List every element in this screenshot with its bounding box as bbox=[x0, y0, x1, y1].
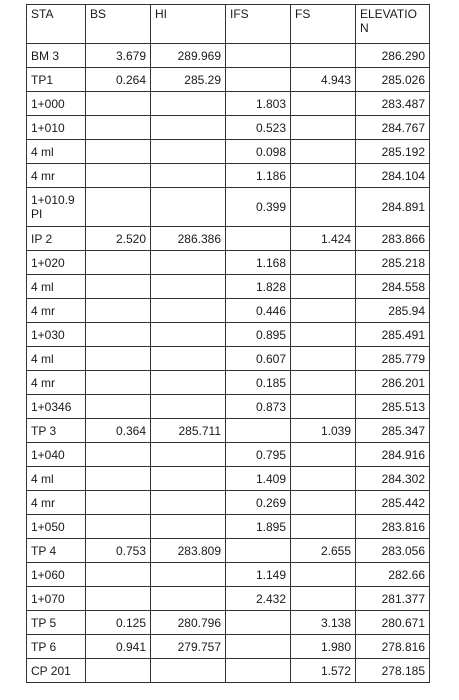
cell-fs bbox=[291, 116, 356, 140]
cell-sta: 4 ml bbox=[27, 140, 86, 164]
cell-ifs: 0.523 bbox=[226, 116, 291, 140]
cell-elevation: 284.767 bbox=[356, 116, 430, 140]
table-row bbox=[27, 563, 430, 587]
cell-bs bbox=[86, 563, 151, 587]
cell-ifs: 0.269 bbox=[226, 491, 291, 515]
header-elevation: ELEVATION bbox=[356, 5, 430, 44]
cell-elevation: 285.347 bbox=[356, 419, 430, 443]
table-row bbox=[27, 188, 430, 227]
cell-sta: TP1 bbox=[27, 68, 86, 92]
cell-ifs: 1.186 bbox=[226, 164, 291, 188]
cell-elevation: 281.377 bbox=[356, 587, 430, 611]
cell-hi: 285.29 bbox=[151, 68, 226, 92]
cell-ifs: 0.795 bbox=[226, 443, 291, 467]
cell-hi bbox=[151, 275, 226, 299]
cell-hi bbox=[151, 659, 226, 683]
cell-bs bbox=[86, 323, 151, 347]
cell-bs: 0.941 bbox=[86, 635, 151, 659]
cell-fs: 1.039 bbox=[291, 419, 356, 443]
cell-elevation: 284.891 bbox=[356, 188, 430, 227]
cell-ifs bbox=[226, 611, 291, 635]
cell-ifs bbox=[226, 539, 291, 563]
cell-hi bbox=[151, 92, 226, 116]
cell-sta: 1+010.9 PI bbox=[27, 188, 86, 227]
cell-ifs bbox=[226, 635, 291, 659]
cell-hi bbox=[151, 371, 226, 395]
cell-hi bbox=[151, 443, 226, 467]
cell-sta: TP 3 bbox=[27, 419, 86, 443]
level-book-sheet bbox=[26, 4, 429, 683]
cell-hi bbox=[151, 164, 226, 188]
cell-hi bbox=[151, 251, 226, 275]
cell-ifs: 1.895 bbox=[226, 515, 291, 539]
table-row bbox=[27, 539, 430, 563]
cell-ifs bbox=[226, 227, 291, 251]
cell-bs bbox=[86, 164, 151, 188]
cell-fs: 3.138 bbox=[291, 611, 356, 635]
cell-ifs bbox=[226, 419, 291, 443]
table-row bbox=[27, 395, 430, 419]
cell-bs bbox=[86, 443, 151, 467]
cell-fs: 1.572 bbox=[291, 659, 356, 683]
level-book-table bbox=[26, 4, 430, 683]
table-row bbox=[27, 635, 430, 659]
cell-elevation: 283.056 bbox=[356, 539, 430, 563]
cell-elevation: 284.916 bbox=[356, 443, 430, 467]
header-hi: HI bbox=[151, 5, 226, 44]
cell-fs bbox=[291, 323, 356, 347]
cell-hi bbox=[151, 188, 226, 227]
cell-bs bbox=[86, 587, 151, 611]
cell-sta: 4 mr bbox=[27, 371, 86, 395]
cell-sta: 4 ml bbox=[27, 467, 86, 491]
table-row bbox=[27, 491, 430, 515]
table-body bbox=[27, 5, 430, 683]
cell-bs: 0.125 bbox=[86, 611, 151, 635]
cell-elevation: 283.487 bbox=[356, 92, 430, 116]
cell-hi bbox=[151, 395, 226, 419]
cell-bs bbox=[86, 299, 151, 323]
cell-hi bbox=[151, 323, 226, 347]
table-row bbox=[27, 68, 430, 92]
cell-ifs bbox=[226, 68, 291, 92]
cell-ifs: 1.168 bbox=[226, 251, 291, 275]
cell-ifs: 1.803 bbox=[226, 92, 291, 116]
cell-sta: 1+000 bbox=[27, 92, 86, 116]
table-row bbox=[27, 347, 430, 371]
cell-sta: 1+010 bbox=[27, 116, 86, 140]
cell-hi bbox=[151, 491, 226, 515]
cell-ifs: 0.399 bbox=[226, 188, 291, 227]
cell-ifs: 2.432 bbox=[226, 587, 291, 611]
cell-hi: 285.711 bbox=[151, 419, 226, 443]
cell-sta: TP 6 bbox=[27, 635, 86, 659]
cell-hi: 279.757 bbox=[151, 635, 226, 659]
cell-elevation: 286.290 bbox=[356, 44, 430, 68]
cell-fs bbox=[291, 371, 356, 395]
table-row bbox=[27, 140, 430, 164]
cell-elevation: 285.192 bbox=[356, 140, 430, 164]
cell-bs bbox=[86, 92, 151, 116]
cell-bs: 3.679 bbox=[86, 44, 151, 68]
cell-elevation: 285.218 bbox=[356, 251, 430, 275]
cell-sta: 1+030 bbox=[27, 323, 86, 347]
cell-elevation: 278.816 bbox=[356, 635, 430, 659]
cell-elevation: 280.671 bbox=[356, 611, 430, 635]
cell-elevation: 282.66 bbox=[356, 563, 430, 587]
table-row bbox=[27, 323, 430, 347]
table-row bbox=[27, 251, 430, 275]
cell-bs bbox=[86, 347, 151, 371]
table-row bbox=[27, 299, 430, 323]
table-row bbox=[27, 443, 430, 467]
cell-hi bbox=[151, 347, 226, 371]
cell-elevation: 286.201 bbox=[356, 371, 430, 395]
cell-hi: 286.386 bbox=[151, 227, 226, 251]
cell-ifs: 0.185 bbox=[226, 371, 291, 395]
cell-fs bbox=[291, 140, 356, 164]
cell-ifs bbox=[226, 44, 291, 68]
cell-sta: 4 ml bbox=[27, 347, 86, 371]
cell-hi bbox=[151, 140, 226, 164]
cell-bs bbox=[86, 467, 151, 491]
cell-hi: 283.809 bbox=[151, 539, 226, 563]
cell-hi bbox=[151, 563, 226, 587]
table-row bbox=[27, 116, 430, 140]
cell-ifs: 0.895 bbox=[226, 323, 291, 347]
cell-fs bbox=[291, 299, 356, 323]
cell-sta: TP 4 bbox=[27, 539, 86, 563]
table-row bbox=[27, 92, 430, 116]
cell-elevation: 284.302 bbox=[356, 467, 430, 491]
cell-fs bbox=[291, 44, 356, 68]
cell-bs bbox=[86, 371, 151, 395]
cell-fs: 1.424 bbox=[291, 227, 356, 251]
header-sta: STA bbox=[27, 5, 86, 44]
cell-fs: 2.655 bbox=[291, 539, 356, 563]
cell-elevation: 284.558 bbox=[356, 275, 430, 299]
cell-sta: 4 ml bbox=[27, 275, 86, 299]
cell-bs bbox=[86, 395, 151, 419]
table-row bbox=[27, 275, 430, 299]
cell-fs bbox=[291, 587, 356, 611]
cell-hi: 280.796 bbox=[151, 611, 226, 635]
cell-ifs bbox=[226, 659, 291, 683]
cell-ifs: 0.873 bbox=[226, 395, 291, 419]
table-row bbox=[27, 164, 430, 188]
cell-elevation: 285.491 bbox=[356, 323, 430, 347]
cell-bs bbox=[86, 275, 151, 299]
table-row bbox=[27, 515, 430, 539]
cell-fs: 4.943 bbox=[291, 68, 356, 92]
cell-sta: CP 201 bbox=[27, 659, 86, 683]
cell-elevation: 284.104 bbox=[356, 164, 430, 188]
cell-fs bbox=[291, 164, 356, 188]
cell-sta: 1+050 bbox=[27, 515, 86, 539]
cell-elevation: 283.816 bbox=[356, 515, 430, 539]
header-bs: BS bbox=[86, 5, 151, 44]
cell-sta: 4 mr bbox=[27, 299, 86, 323]
cell-elevation: 283.866 bbox=[356, 227, 430, 251]
header-fs: FS bbox=[291, 5, 356, 44]
cell-elevation: 285.026 bbox=[356, 68, 430, 92]
cell-ifs: 1.828 bbox=[226, 275, 291, 299]
cell-bs: 2.520 bbox=[86, 227, 151, 251]
cell-ifs: 0.607 bbox=[226, 347, 291, 371]
cell-fs bbox=[291, 275, 356, 299]
cell-elevation: 285.513 bbox=[356, 395, 430, 419]
cell-sta: IP 2 bbox=[27, 227, 86, 251]
cell-hi bbox=[151, 587, 226, 611]
cell-bs bbox=[86, 515, 151, 539]
header-row bbox=[27, 5, 430, 44]
cell-bs bbox=[86, 116, 151, 140]
cell-hi: 289.969 bbox=[151, 44, 226, 68]
cell-ifs: 0.446 bbox=[226, 299, 291, 323]
cell-sta: 1+070 bbox=[27, 587, 86, 611]
cell-fs bbox=[291, 491, 356, 515]
cell-hi bbox=[151, 467, 226, 491]
table-row bbox=[27, 659, 430, 683]
cell-sta: 4 mr bbox=[27, 164, 86, 188]
cell-bs bbox=[86, 659, 151, 683]
cell-elevation: 285.94 bbox=[356, 299, 430, 323]
cell-sta: 4 mr bbox=[27, 491, 86, 515]
cell-bs bbox=[86, 251, 151, 275]
cell-bs bbox=[86, 491, 151, 515]
cell-sta: 1+020 bbox=[27, 251, 86, 275]
cell-elevation: 285.442 bbox=[356, 491, 430, 515]
cell-ifs: 1.149 bbox=[226, 563, 291, 587]
table-row bbox=[27, 611, 430, 635]
cell-fs bbox=[291, 515, 356, 539]
table-row bbox=[27, 467, 430, 491]
cell-bs: 0.753 bbox=[86, 539, 151, 563]
cell-elevation: 285.779 bbox=[356, 347, 430, 371]
cell-fs bbox=[291, 443, 356, 467]
cell-ifs: 1.409 bbox=[226, 467, 291, 491]
table-row bbox=[27, 419, 430, 443]
cell-fs bbox=[291, 467, 356, 491]
cell-elevation: 278.185 bbox=[356, 659, 430, 683]
cell-sta: 1+060 bbox=[27, 563, 86, 587]
cell-fs bbox=[291, 188, 356, 227]
table-row bbox=[27, 587, 430, 611]
cell-sta: TP 5 bbox=[27, 611, 86, 635]
cell-ifs: 0.098 bbox=[226, 140, 291, 164]
cell-hi bbox=[151, 299, 226, 323]
header-ifs: IFS bbox=[226, 5, 291, 44]
table-row bbox=[27, 227, 430, 251]
cell-bs bbox=[86, 140, 151, 164]
cell-bs: 0.364 bbox=[86, 419, 151, 443]
cell-sta: 1+0346 bbox=[27, 395, 86, 419]
cell-fs bbox=[291, 92, 356, 116]
cell-sta: 1+040 bbox=[27, 443, 86, 467]
cell-bs bbox=[86, 188, 151, 227]
cell-fs bbox=[291, 563, 356, 587]
cell-fs bbox=[291, 395, 356, 419]
cell-hi bbox=[151, 116, 226, 140]
table-row bbox=[27, 44, 430, 68]
cell-hi bbox=[151, 515, 226, 539]
cell-fs bbox=[291, 347, 356, 371]
cell-fs: 1.980 bbox=[291, 635, 356, 659]
table-row bbox=[27, 371, 430, 395]
cell-sta: BM 3 bbox=[27, 44, 86, 68]
cell-bs: 0.264 bbox=[86, 68, 151, 92]
cell-fs bbox=[291, 251, 356, 275]
